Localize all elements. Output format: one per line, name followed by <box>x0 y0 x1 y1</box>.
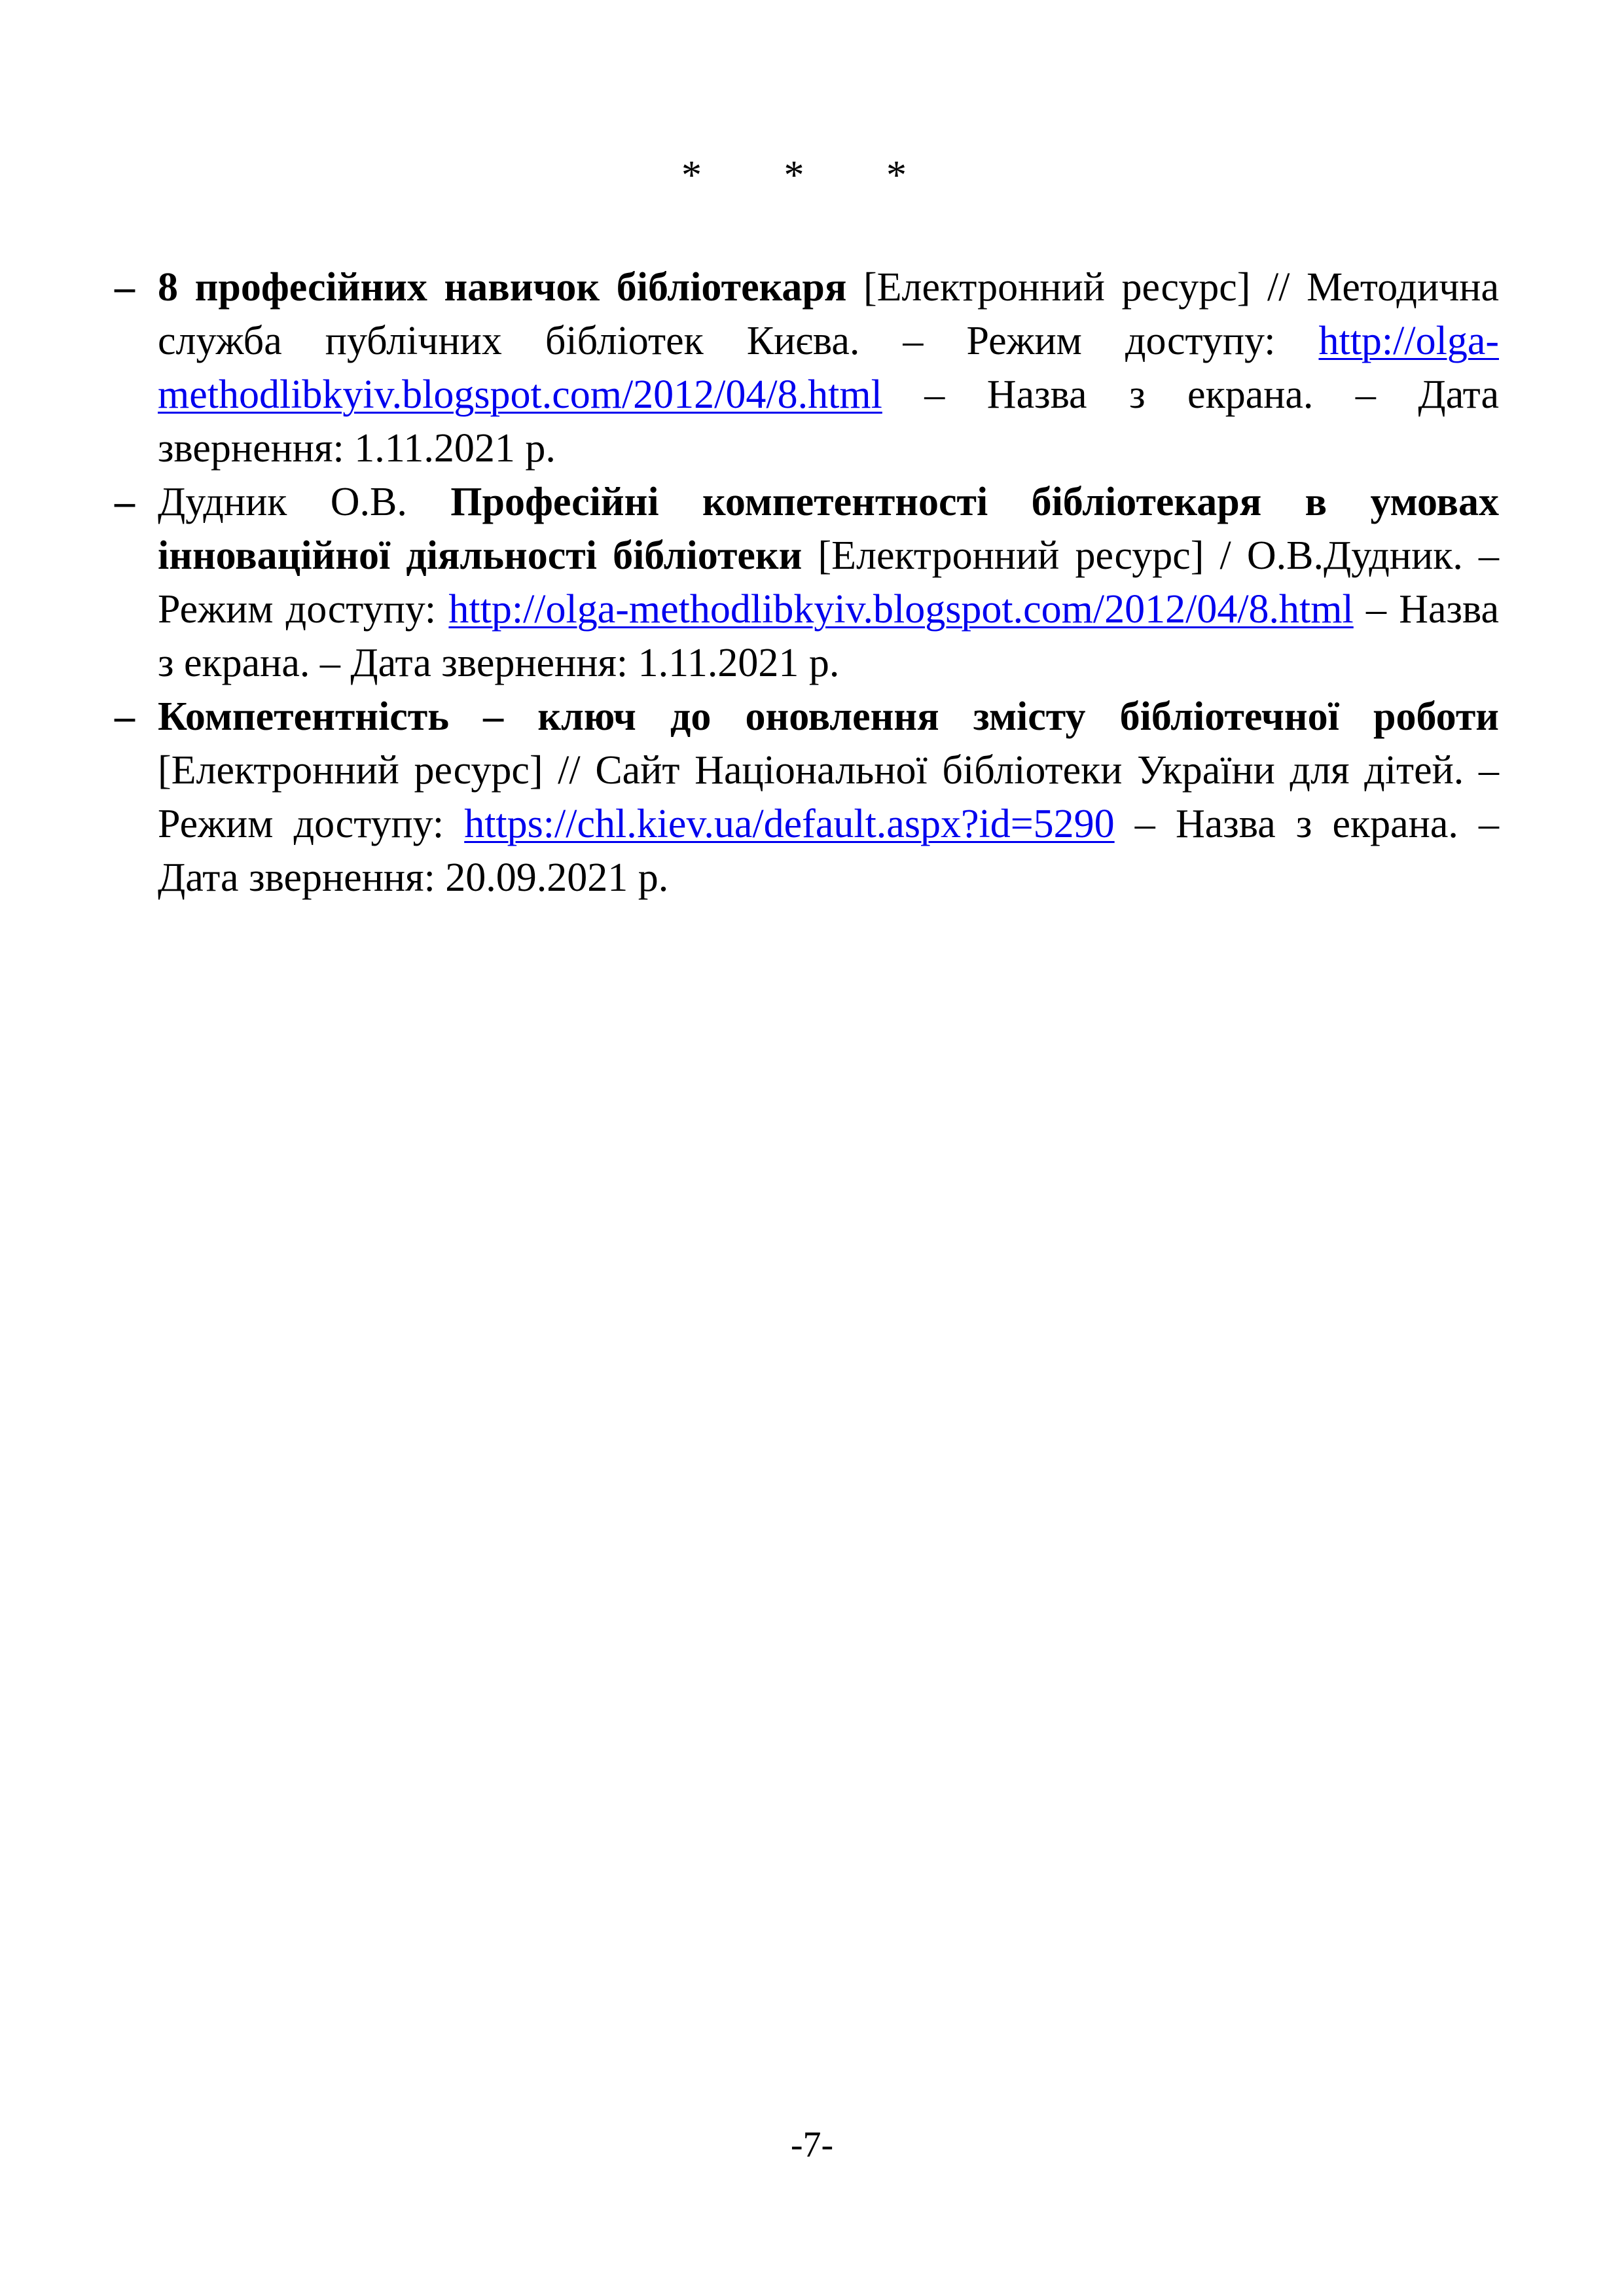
entry-url-link[interactable]: http://olga-methodlibkyiv.blogspot.com/2012/04/8.html <box>158 319 1499 417</box>
bibliography-list <box>115 260 1499 905</box>
entry-tail: – Назва з екрана. – Дата звернення: 1.11.2021 р. <box>158 372 1499 471</box>
entry-dash: – <box>115 480 135 524</box>
entry-description: [Електронний ресурс] // Сайт Національної бібліотеки України для дітей. – Режим доступу: <box>158 748 1499 846</box>
section-separator: * * * <box>681 153 943 198</box>
entry-tail: – Назва з екрана. – Дата звернення: 1.11.2021 р. <box>158 587 1499 685</box>
bibliography-entry <box>115 475 1499 690</box>
entry-dash: – <box>115 694 135 739</box>
entry-dash: – <box>115 265 135 310</box>
entry-tail: – Назва з екрана. – Дата звернення: 20.09.2021 р. <box>158 802 1500 900</box>
page-number: -7- <box>790 2125 834 2165</box>
entry-url-link[interactable]: http://olga-methodlibkyiv.blogspot.com/2012/04/8.html <box>448 587 1354 632</box>
entry-title: Компетентність – ключ до оновлення змісту бібліотечної роботи <box>158 694 1499 739</box>
entry-author: Дудник О.В. <box>158 480 451 524</box>
entry-title: Професійні компетентності бібліотекаря в умовах інноваційної діяльності бібліотеки <box>158 480 1499 578</box>
entry-title: 8 професійних навичок бібліотекаря <box>158 265 847 310</box>
entry-description: [Електронний ресурс] // Методична служба публічних бібліотек Києва. – Режим доступу: <box>158 265 1500 363</box>
entry-description: [Електронний ресурс] / О.В.Дудник. – Режим доступу: <box>158 533 1499 632</box>
entry-url-link[interactable]: https://chl.kiev.ua/default.aspx?id=5290 <box>464 802 1115 846</box>
bibliography-entry <box>115 690 1499 905</box>
bibliography-entry <box>115 260 1499 475</box>
